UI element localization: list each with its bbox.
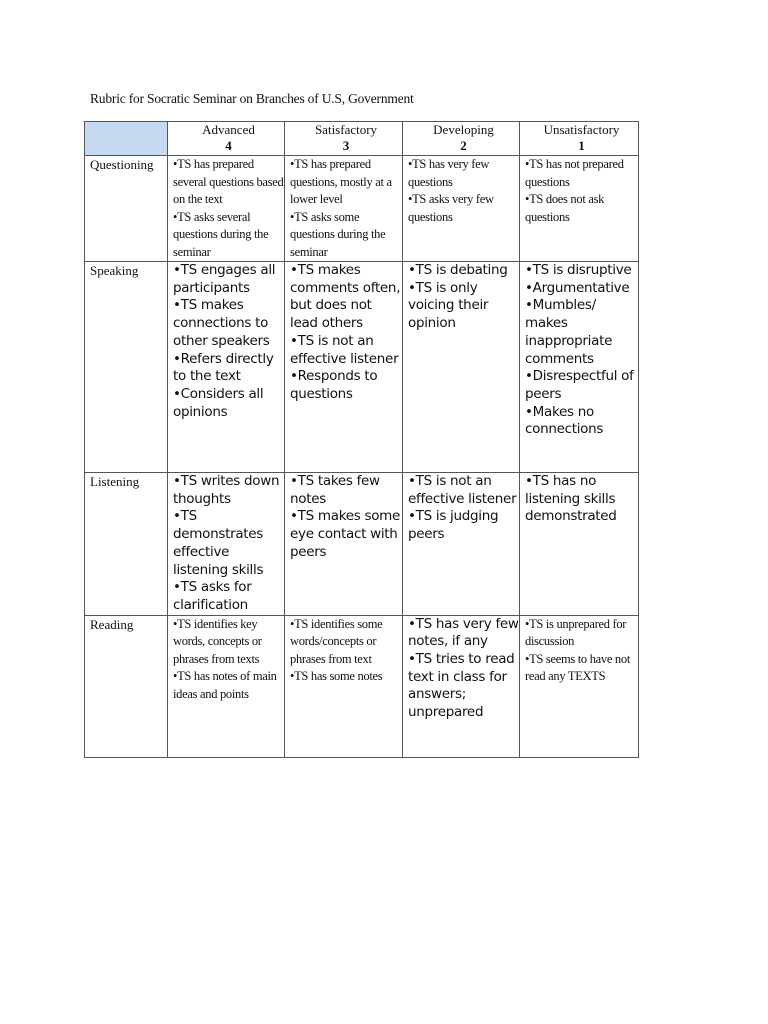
level-label: Satisfactory	[314, 122, 378, 137]
level-score: 1	[578, 138, 585, 153]
criterion: •TS writes down thoughts	[173, 473, 280, 507]
level-score: 4	[225, 138, 232, 153]
criterion: •TS is unprepared for discussion	[525, 616, 627, 649]
row-questioning	[85, 156, 639, 262]
criterion: •TS is only voicing their opinion	[408, 279, 489, 332]
row-label: Listening	[85, 473, 168, 616]
criterion: •TS makes some eye contact with peers	[290, 508, 401, 560]
level-score: 3	[342, 138, 350, 153]
header-advanced	[168, 122, 285, 156]
criterion: •TS tries to read text in class for answers; unprepared	[408, 651, 515, 721]
criterion: •TS does not ask questions	[525, 192, 605, 224]
corner-cell	[85, 122, 168, 156]
criterion: •Disrespectful of peers	[525, 368, 634, 402]
criteria-cell	[168, 473, 285, 616]
header-unsatisfactory	[520, 122, 639, 156]
criterion: •TS is debating	[408, 262, 508, 278]
criteria-cell	[285, 473, 403, 616]
criteria-cell	[520, 615, 639, 757]
row-speaking	[85, 262, 639, 473]
rubric-table	[84, 121, 639, 758]
criterion: •TS identifies key words, concepts or phrases from texts	[173, 616, 262, 666]
criterion: •TS has not prepared questions	[525, 157, 624, 189]
header-row	[85, 122, 639, 156]
criteria-cell	[403, 615, 520, 757]
criterion: •Makes no connections	[525, 403, 604, 438]
criterion: •TS has prepared questions, mostly at a lower level	[290, 157, 392, 206]
criterion: •TS identifies some words/concepts or phrases from text	[290, 616, 383, 666]
criterion: •TS asks for clarification	[173, 579, 252, 613]
row-label: Reading	[85, 615, 168, 757]
criterion: •Mumbles/ makes inappropriate comments	[525, 297, 613, 367]
criterion: •TS engages all participants	[173, 262, 276, 296]
level-score: 2	[460, 138, 467, 153]
criteria-cell	[285, 156, 403, 262]
criterion: •TS demonstrates effective listening skills	[173, 508, 264, 578]
criterion: •TS asks some questions during the seminar	[290, 209, 386, 259]
criterion: •TS has notes of main ideas and points	[173, 669, 277, 701]
criterion: •TS has some notes	[290, 669, 383, 684]
level-label: Unsatisfactory	[543, 122, 620, 137]
criterion: •TS makes comments often, but does not lead others	[290, 262, 401, 332]
row-reading	[85, 615, 639, 757]
level-label: Advanced	[202, 122, 255, 137]
criterion: •TS asks very few questions	[408, 192, 494, 224]
criteria-cell	[168, 615, 285, 757]
criterion: •TS asks several questions during the seminar	[173, 209, 269, 259]
criterion: •TS has no listening skills demonstrated	[525, 473, 617, 525]
criteria-cell	[403, 156, 520, 262]
criteria-cell	[520, 156, 639, 262]
document-title: Rubric for Socratic Seminar on Branches of U.S, Government	[90, 91, 414, 106]
criteria-cell	[520, 262, 639, 473]
criterion: •TS is not an effective listener	[290, 332, 399, 367]
row-label: Questioning	[85, 156, 168, 262]
criteria-cell	[403, 473, 520, 616]
criterion: •TS has prepared several questions based on the text	[173, 157, 284, 206]
criteria-cell	[168, 156, 285, 262]
criteria-cell	[285, 262, 403, 473]
row-listening	[85, 473, 639, 616]
criterion: •TS takes few notes	[290, 473, 380, 507]
header-satisfactory	[285, 122, 403, 156]
criteria-cell	[403, 262, 520, 473]
criterion: •TS makes connections to other speakers	[173, 297, 270, 349]
criterion: •Considers all opinions	[173, 385, 264, 420]
criterion: •TS is disruptive	[525, 262, 632, 278]
criterion: •Responds to questions	[290, 368, 378, 402]
criterion: •TS has very few notes, if any	[408, 615, 519, 650]
level-label: Developing	[433, 122, 494, 137]
criteria-cell	[520, 473, 639, 616]
row-label: Speaking	[85, 262, 168, 473]
criteria-cell	[285, 615, 403, 757]
criterion: •Argumentative	[525, 279, 630, 296]
criterion: •TS seems to have not read any TEXTS	[525, 651, 631, 684]
header-developing	[403, 122, 520, 156]
criterion: •TS is judging peers	[408, 508, 499, 543]
criterion: •TS has very few questions	[408, 157, 490, 189]
criterion: •TS is not an effective listener	[408, 473, 517, 507]
criterion: •Refers directly to the text	[173, 350, 274, 385]
criteria-cell	[168, 262, 285, 473]
